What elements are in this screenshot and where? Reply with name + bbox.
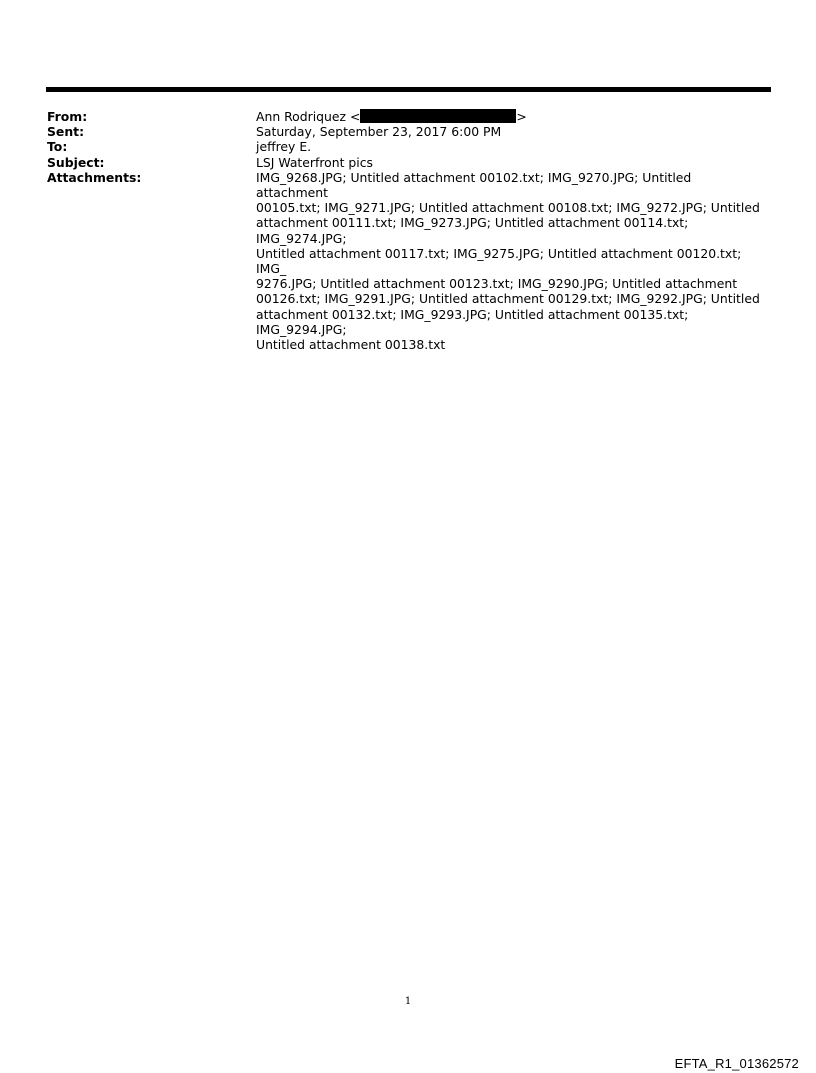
- to-value: jeffrey E.: [256, 139, 312, 155]
- to-row: [47, 139, 767, 154]
- attachments-line: 00105.txt; IMG_9271.JPG; Untitled attachment 00108.txt; IMG_9272.JPG; Untitled: [256, 200, 760, 216]
- sent-value: Saturday, September 23, 2017 6:00 PM: [256, 124, 502, 140]
- header-divider: [46, 87, 771, 92]
- from-value: [256, 109, 767, 124]
- subject-row: [47, 155, 767, 170]
- subject-label: Subject:: [47, 154, 105, 170]
- attachments-line: attachment 00111.txt; IMG_9273.JPG; Untitled attachment 00114.txt; IMG_9274.JPG;: [256, 215, 689, 246]
- attachments-row: [47, 170, 767, 352]
- attachments-line: Untitled attachment 00138.txt: [256, 337, 446, 353]
- sent-row: [47, 124, 767, 139]
- attachments-value: [256, 170, 767, 352]
- subject-value: LSJ Waterfront pics: [256, 154, 373, 170]
- sender-name: Ann Rodriquez <: [256, 109, 361, 124]
- to-label: To:: [47, 139, 68, 155]
- attachments-line: 00126.txt; IMG_9291.JPG; Untitled attachment 00129.txt; IMG_9292.JPG; Untitled: [256, 291, 760, 307]
- document-id: EFTA_R1_01362572: [674, 1056, 799, 1071]
- sender-close-bracket: >: [516, 109, 527, 124]
- attachments-line: 9276.JPG; Untitled attachment 00123.txt; IMG_9290.JPG; Untitled attachment: [256, 276, 738, 292]
- sent-label: Sent:: [47, 124, 85, 140]
- from-label: From:: [47, 109, 88, 124]
- attachments-line: IMG_9268.JPG; Untitled attachment 00102.txt; IMG_9270.JPG; Untitled attachment: [256, 169, 692, 201]
- attachments-line: attachment 00132.txt; IMG_9293.JPG; Untitled attachment 00135.txt; IMG_9294.JPG;: [256, 306, 689, 337]
- from-row: [47, 109, 767, 124]
- page-number: 1: [404, 996, 412, 1007]
- attachments-label: Attachments:: [47, 169, 142, 185]
- email-header-block: [47, 109, 767, 352]
- attachments-line: Untitled attachment 00117.txt; IMG_9275.JPG; Untitled attachment 00120.txt; IMG_: [256, 245, 742, 277]
- redaction-box: [360, 109, 516, 123]
